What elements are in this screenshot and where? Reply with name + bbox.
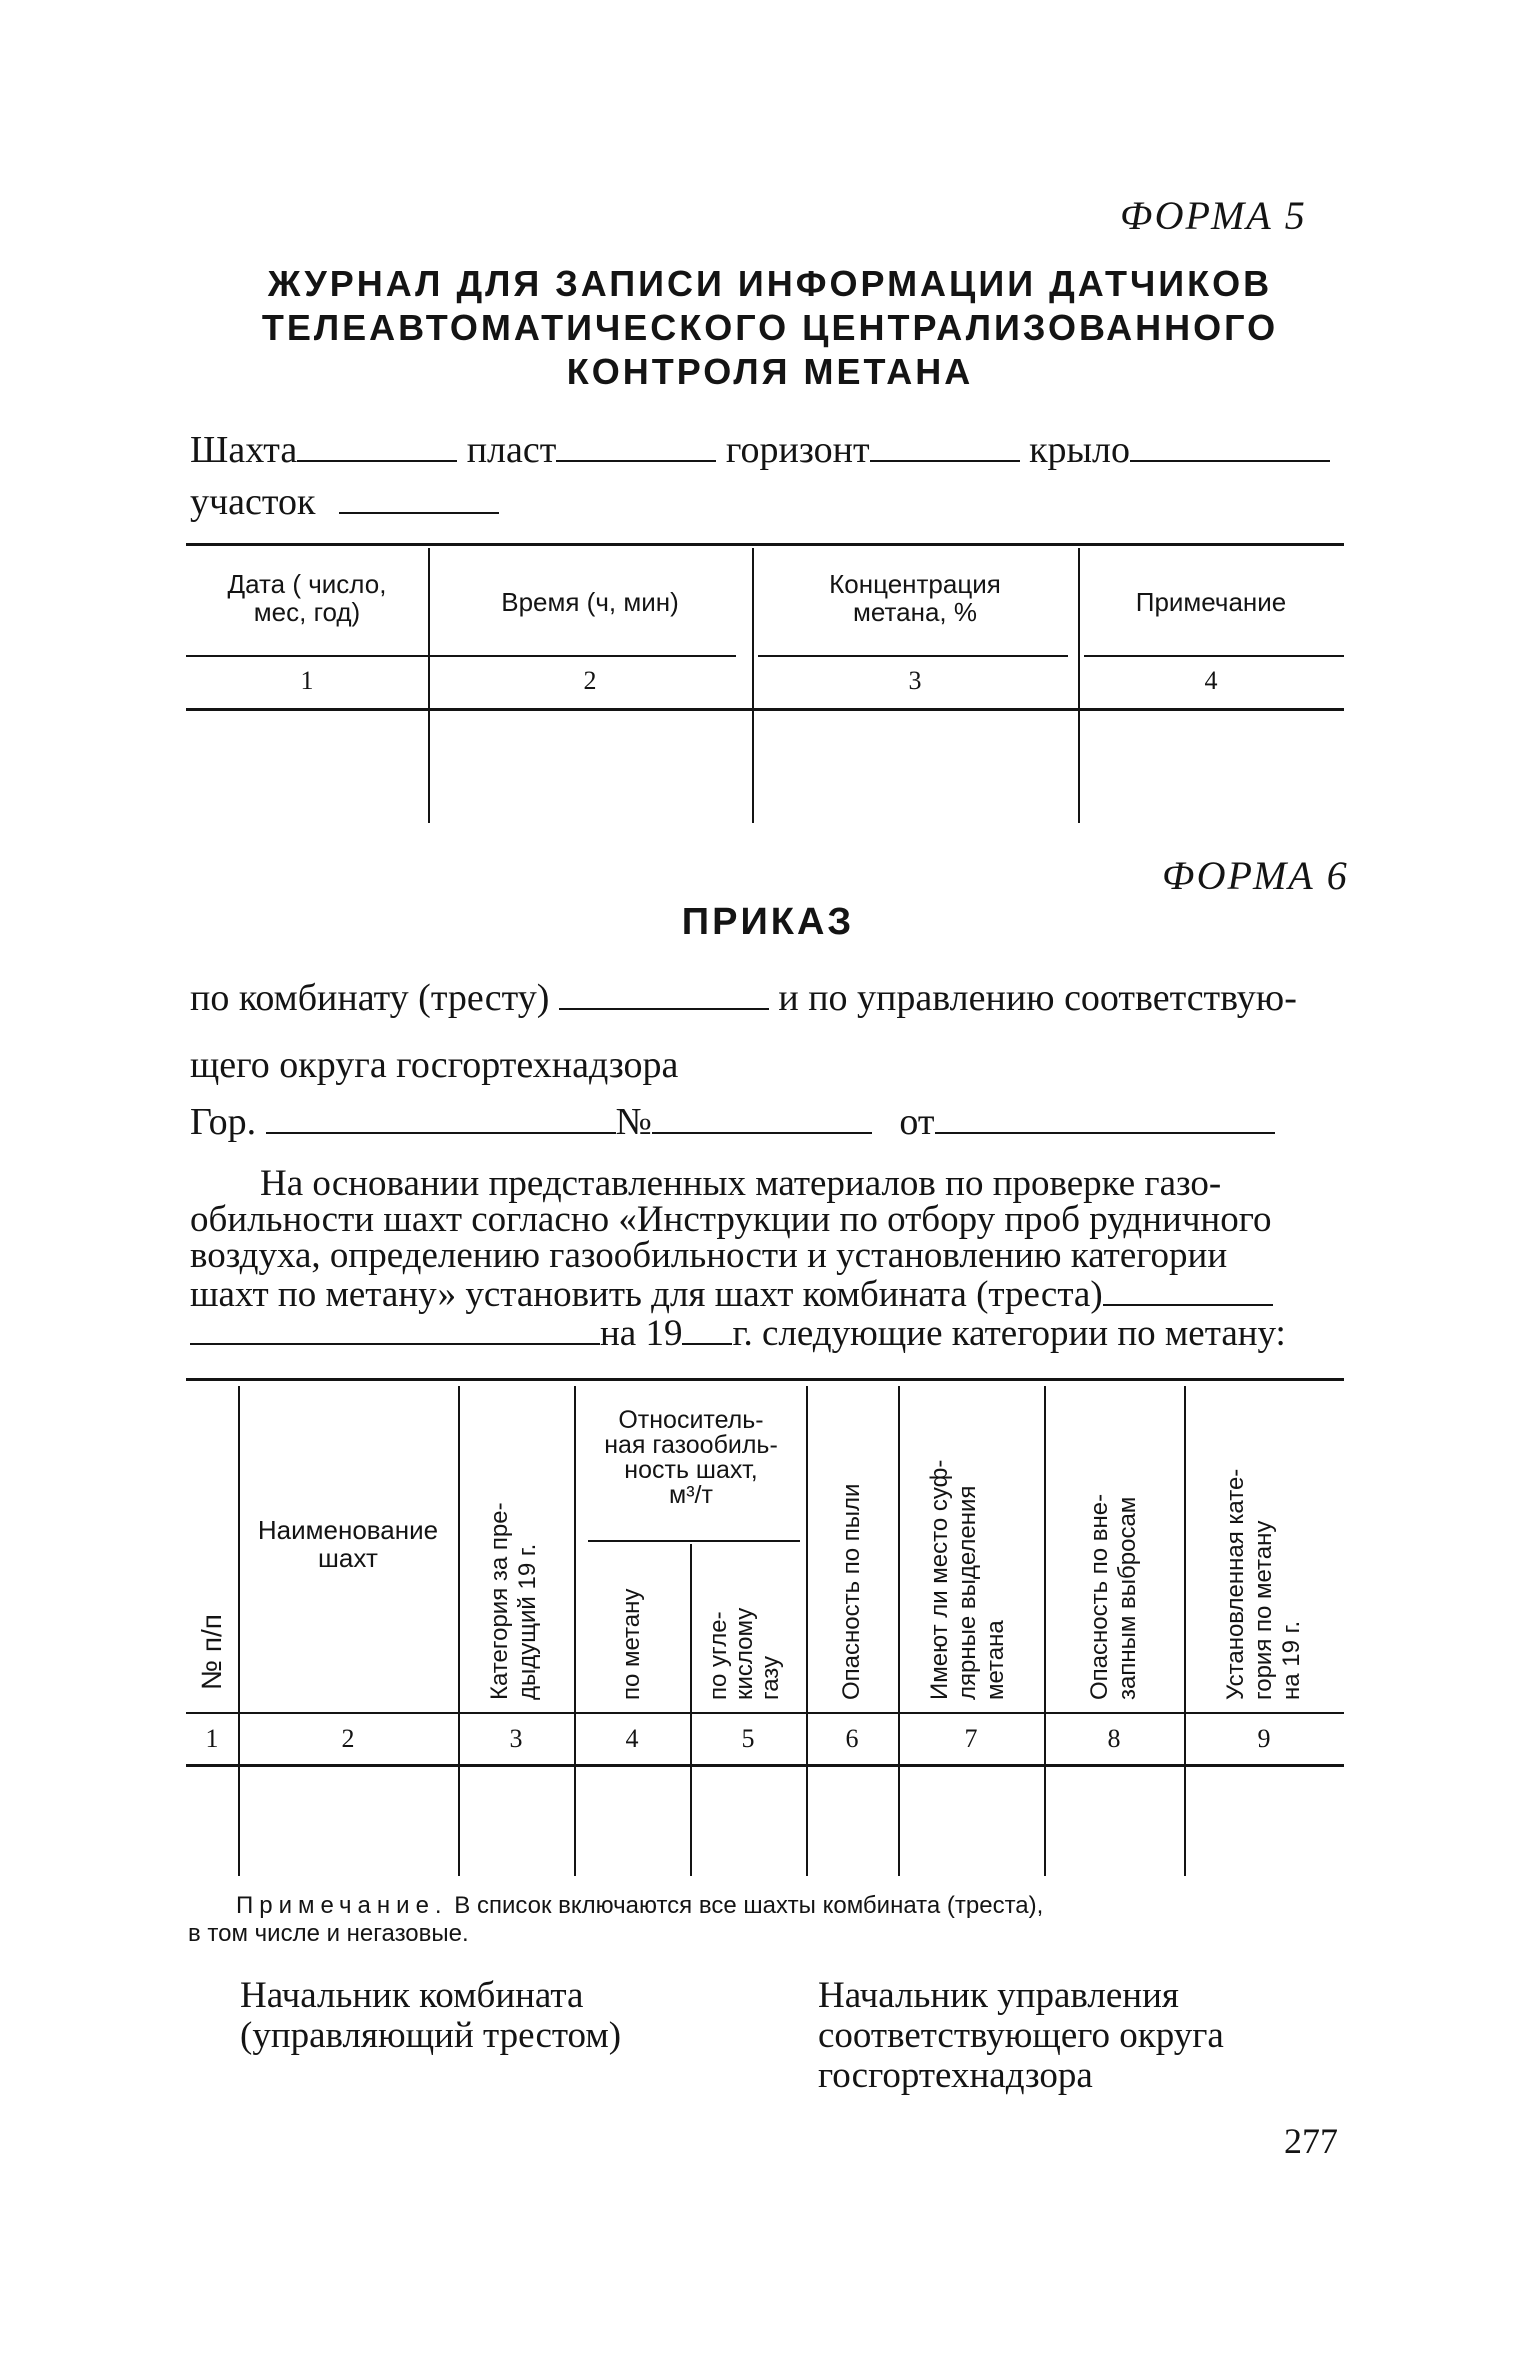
note-label: Примечание.: [236, 1892, 448, 1919]
para-line-4-row: [190, 1274, 1340, 1313]
form5-th-date-l2: мес, год): [253, 597, 361, 627]
form5-fields-row: [190, 428, 1340, 472]
form6-div-6: [898, 1386, 900, 1876]
number-blank[interactable]: [652, 1102, 872, 1134]
shakhta-label: Шахта: [190, 429, 298, 471]
form6-th-rel-group: [578, 1408, 804, 1508]
para-line-2: обильности шахт согласно «Инструкции по отбору проб рудничного: [190, 1199, 1272, 1240]
form5-header-rule-b: [758, 655, 1068, 657]
trest-blank[interactable]: [1103, 1274, 1273, 1306]
form6-th-rel-l1: Относитель-: [618, 1406, 764, 1434]
form5-title-line3: КОНТРОЛЯ МЕТАНА: [566, 351, 974, 392]
form6-colnum-7: 7: [964, 1724, 978, 1753]
uchastok-blank[interactable]: [339, 482, 499, 514]
gor-blank[interactable]: [266, 1102, 616, 1134]
form6-line3: [190, 1100, 1340, 1144]
form5-colnum-1: 1: [300, 666, 314, 695]
form6-colnum-6: 6: [845, 1724, 859, 1753]
form6-colnum-4: 4: [625, 1724, 639, 1753]
form5-title: [180, 262, 1360, 394]
form6-colnum-8: 8: [1107, 1724, 1121, 1753]
form6-div-7: [1044, 1386, 1046, 1876]
form5-title-line1: ЖУРНАЛ ДЛЯ ЗАПИСИ ИНФОРМАЦИИ ДАТЧИКОВ: [267, 263, 1273, 304]
form6-line2: щего округа госгортехнадзора: [190, 1044, 679, 1086]
form6-th-cat-prev-l2: дыдущий 19 г.: [514, 1543, 541, 1700]
form6-paragraph: [190, 1163, 1340, 1354]
form5-colnum-3: 3: [908, 666, 922, 695]
kombinat-label: по комбинату (тресту): [190, 977, 550, 1019]
note-line-2: в том числе и негазовые.: [188, 1920, 469, 1947]
shakhta-blank[interactable]: [297, 430, 457, 462]
form6-div-2: [458, 1386, 460, 1876]
form6-div-4: [690, 1544, 692, 1876]
gorizont-blank[interactable]: [870, 430, 1020, 462]
form6-th-name-l1: Наименование: [257, 1515, 439, 1545]
year-blank[interactable]: [682, 1313, 732, 1345]
form5-header-rule-c: [1084, 655, 1344, 657]
form6-colnum-2: 2: [341, 1724, 355, 1753]
sign-right-l1: Начальник управления: [818, 1975, 1179, 2016]
para-line-5: [190, 1313, 1340, 1352]
gorizont-label: горизонт: [725, 429, 870, 471]
gor-label: Гор.: [190, 1101, 257, 1143]
form6-th-rel-co2: [706, 1608, 784, 1700]
form5-th-conc: [754, 570, 1076, 626]
uchastok-label: участок: [190, 481, 316, 523]
form6-div-8: [1184, 1386, 1186, 1876]
form6-colnum-3: 3: [509, 1724, 523, 1753]
form6-th-cat-prev-l1: Категория за пре-: [486, 1502, 513, 1700]
form6-th-set-l1: Установленная кате-: [1222, 1468, 1249, 1700]
form6-th-out-l1: Опасность по вне-: [1086, 1493, 1113, 1700]
uchastok-row: [190, 480, 499, 524]
upravlenie-label: и по управлению соответствую-: [778, 977, 1297, 1019]
form5-th-date-l1: Дата ( число,: [227, 569, 387, 599]
form5-number-rule: [186, 708, 1344, 711]
form6-th-rel-l3: ность шахт,: [624, 1456, 758, 1484]
form6-colnum-5: 5: [741, 1724, 755, 1753]
page-number: 277: [1284, 2121, 1338, 2161]
form6-number-rule: [186, 1764, 1344, 1767]
note-text-a: В список включаются все шахты комбината (треста),: [454, 1892, 1044, 1919]
form6-div-1: [238, 1386, 240, 1876]
para-line-1: На основании представленных материалов по проверке газо-: [260, 1163, 1222, 1204]
form6-th-co2-l2: кислому: [731, 1607, 758, 1700]
sign-right: [818, 1976, 1224, 2096]
form6-th-cat-set: [1222, 1469, 1306, 1700]
form6-header-bottom-rule: [186, 1712, 1344, 1714]
form6-th-suf-l1: Имеют ли место суф-: [926, 1459, 953, 1700]
form5-table-top-rule: [186, 543, 1344, 546]
form6-colnum-1: 1: [205, 1724, 219, 1753]
para-line-3: воздуха, определению газообильности и установлению категории: [190, 1235, 1228, 1276]
sign-right-l3: госгортехнадзора: [818, 2055, 1093, 2096]
number-label: №: [615, 1101, 652, 1143]
form6-th-cat-prev: [486, 1502, 542, 1700]
kombinat-blank[interactable]: [559, 978, 769, 1010]
form5-th-time: Время (ч, мин): [501, 587, 679, 617]
sign-left-l1: Начальник комбината: [240, 1975, 584, 2016]
form6-th-suf-l2: лярные выделения: [954, 1485, 981, 1700]
krylo-blank[interactable]: [1130, 430, 1330, 462]
form6-subheader-rule: [588, 1540, 800, 1542]
form6-line1: [190, 976, 1340, 1020]
form6-th-rel-l4: м³/т: [669, 1481, 713, 1509]
form6-th-rel-methane: по метану: [618, 1588, 645, 1700]
form6-th-dust: Опасность по пыли: [838, 1483, 865, 1700]
form5-colnum-4: 4: [1204, 666, 1218, 695]
form5-th-conc-l2: метана, %: [853, 597, 977, 627]
para-last-b: г. следующие категории по метану:: [732, 1313, 1286, 1354]
form6-th-no: № п/п: [196, 1614, 227, 1690]
form6-title: ПРИКАЗ: [681, 901, 855, 943]
para-line-4: шахт по метану» установить для шахт комбината (треста): [190, 1274, 1103, 1315]
krylo-label: крыло: [1029, 429, 1131, 471]
form5-th-conc-l1: Концентрация: [829, 569, 1001, 599]
sign-left-l2: (управляющий трестом): [240, 2015, 622, 2056]
form6-div-3: [574, 1386, 576, 1876]
form5-title-line2: ТЕЛЕАВТОМАТИЧЕСКОГО ЦЕНТРАЛИЗОВАННОГО: [261, 307, 1279, 348]
form5-th-date: [188, 570, 426, 626]
form6-th-suf-l3: метана: [982, 1620, 1009, 1700]
form5-label: ФОРМА 5: [1120, 193, 1307, 238]
form6-th-out-l2: запным выбросам: [1114, 1496, 1141, 1700]
form6-th-outburst: [1086, 1494, 1142, 1700]
form6-th-rel-l2: ная газообиль-: [604, 1431, 778, 1459]
form6-th-set-l2: гория по метану: [1250, 1520, 1277, 1700]
para-year-label: на 19: [600, 1313, 683, 1354]
sign-left: [240, 1976, 621, 2056]
form5-colnum-2: 2: [583, 666, 597, 695]
form6-th-set-l3: на 19 г.: [1278, 1620, 1305, 1700]
form6-th-co2-l1: по угле-: [705, 1611, 732, 1700]
form6-th-suflyar: [926, 1460, 1010, 1700]
trest-blank-2[interactable]: [190, 1313, 600, 1345]
form6-th-name-l2: шахт: [318, 1543, 378, 1573]
form5-header-rule-a: [186, 655, 736, 657]
form6-table-top-rule: [186, 1378, 1344, 1381]
form6-note: [236, 1892, 1342, 1920]
note-line-1: [236, 1892, 1342, 1920]
form6-colnum-9: 9: [1257, 1724, 1271, 1753]
ot-label: от: [899, 1101, 935, 1143]
sign-right-l2: соответствующего округа: [818, 2015, 1224, 2056]
plast-label: пласт: [466, 429, 557, 471]
form6-div-5: [806, 1386, 808, 1876]
form6-th-co2-l3: газу: [757, 1655, 784, 1700]
plast-blank[interactable]: [556, 430, 716, 462]
form6-label: ФОРМА 6: [1162, 853, 1349, 898]
ot-blank[interactable]: [935, 1102, 1275, 1134]
form5-th-note: Примечание: [1135, 587, 1287, 617]
form6-th-name: [240, 1516, 456, 1572]
